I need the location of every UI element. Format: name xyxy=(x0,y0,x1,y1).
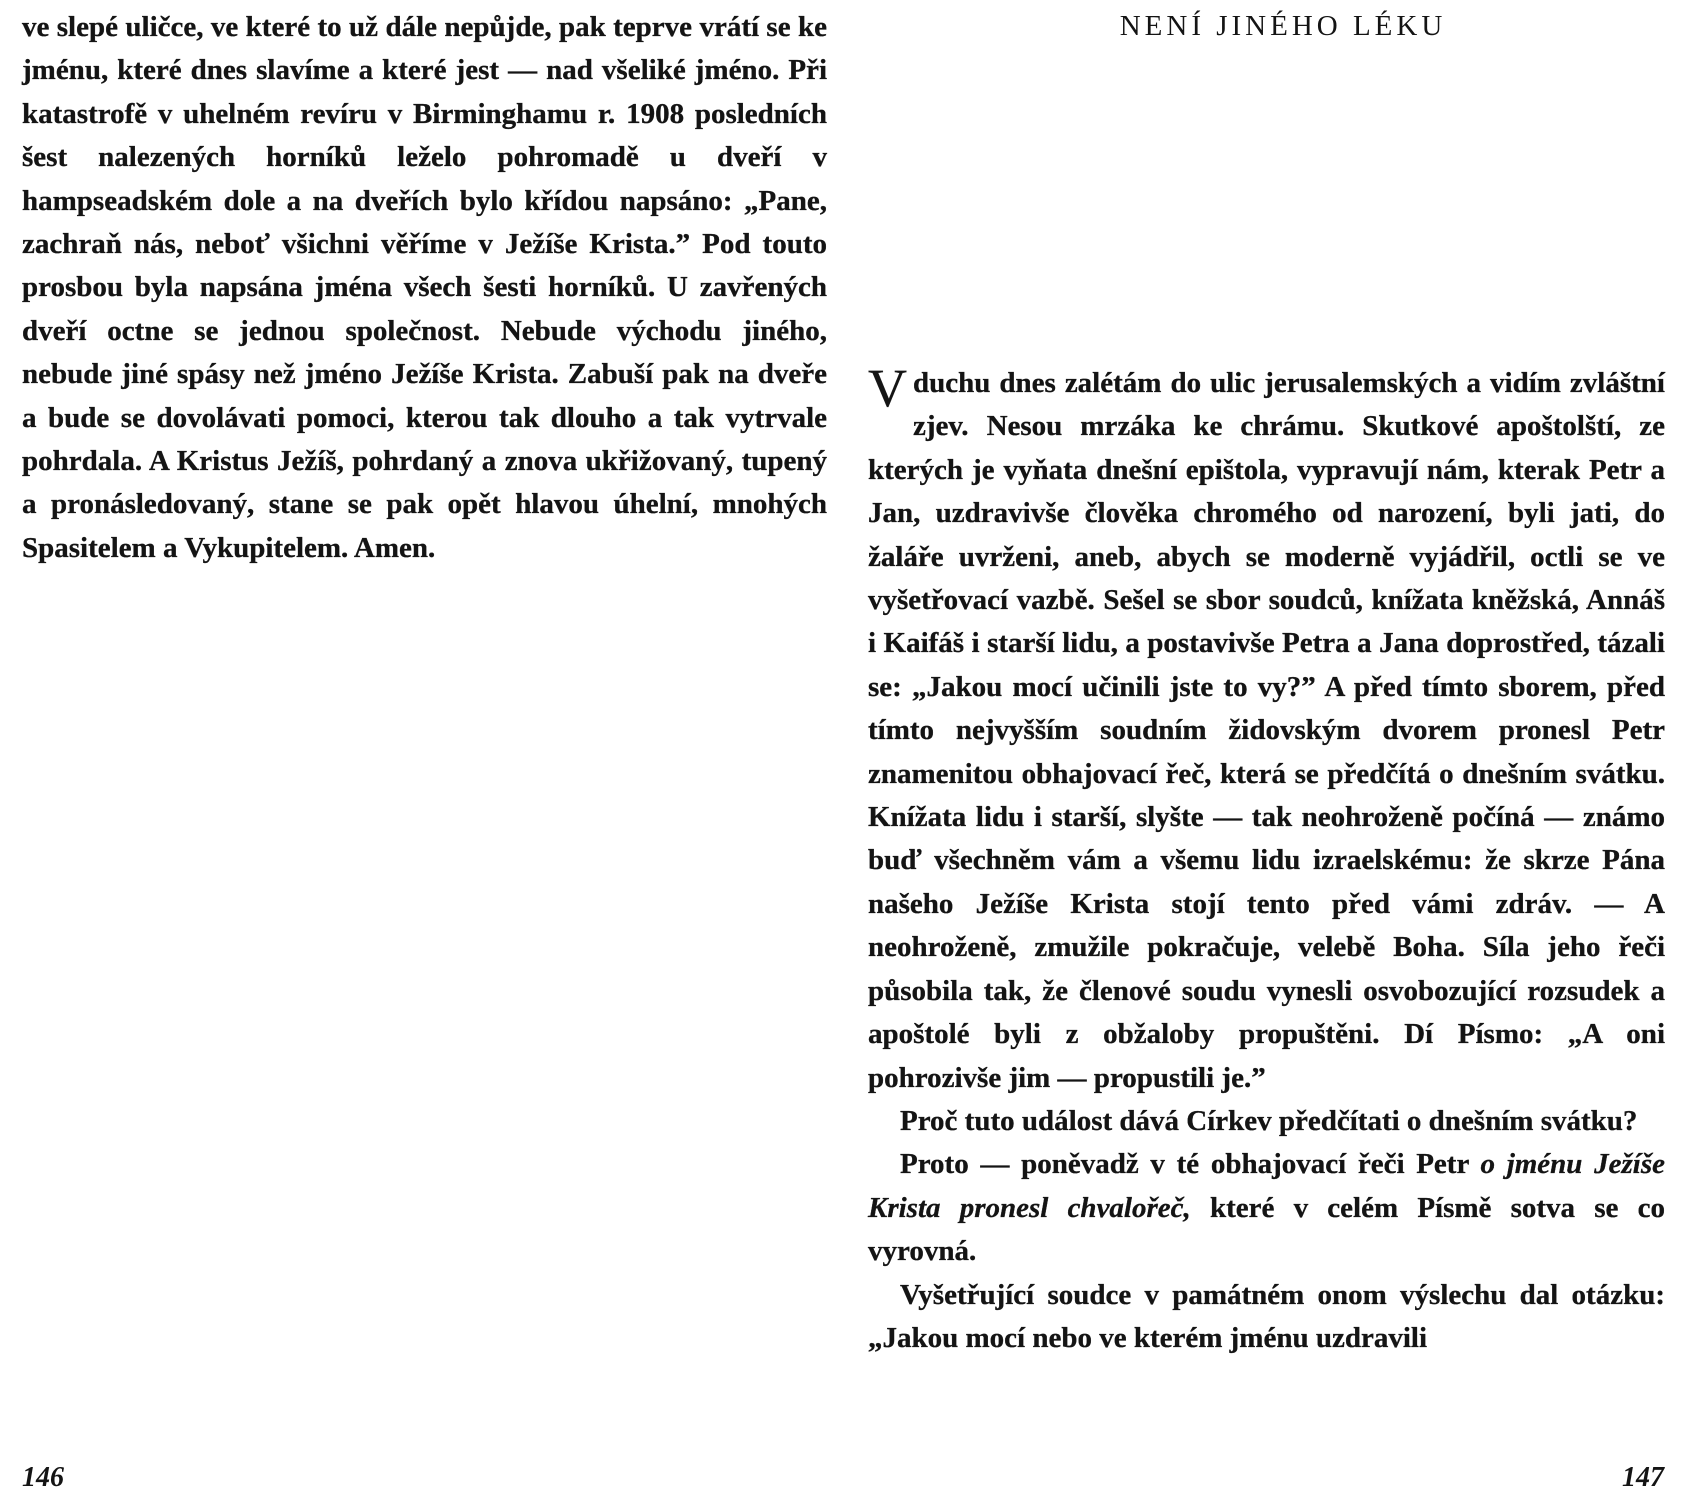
left-page-text xyxy=(22,6,827,570)
paragraph-1 xyxy=(868,358,1665,1100)
paragraph-4: Vyšetřující soudce v památném onom výslechu dal otázku: „Jakou mocí nebo ve kterém jménu uzdravili xyxy=(868,1278,1665,1354)
paragraph-3-end: které v celém Písmě sotva se co vyrovná. xyxy=(868,1191,1665,1268)
right-page-text xyxy=(868,358,1665,1360)
drop-cap: V xyxy=(868,358,907,418)
paragraph-2: Proč tuto událost dává Církev předčítati o dnešním svátku? xyxy=(900,1104,1638,1137)
right-page xyxy=(843,0,1686,1500)
paragraph-3-start: Proto — poněvadž v té obhajovací řeči Petr xyxy=(900,1148,1481,1181)
chapter-title: NENÍ JINÉHO LÉKU xyxy=(1119,10,1447,42)
left-page-number: 146 xyxy=(22,1462,64,1493)
paragraph-3-italic: o jménu Ježíše Krista pronesl chvalořeč, xyxy=(868,1148,1665,1224)
paragraph-3 xyxy=(868,1143,1665,1273)
paragraph-1-text: duchu dnes zalétám do ulic jerusalemských a vidím zvláštní zjev. Nesou mrzáka ke chrámu. Skutkové apoštolští, ze kterých je vyňata dnešní epištola, vypravují nám, kterak Petr a Jan, uzdravivše člověka chromého od narození, byli jati, do žaláře uvrženi, aneb, abych se moderně vyjádřil, octli se ve vyšetřovací vazbě. Sešel se sbor soudců, knížata kněžská, Annáš i Kaifáš i starší lidu, a postavivše Petra a Jana doprostřed, tázali se: „Jakou mocí učinili jste to vy?” A před tímto sborem, před tímto nejvyšším soudním židovským dvorem pronesl Petr znamenitou obhajovací řeč, která se předčítá o dnešním svátku. Knížata lidu i starší, slyšte — tak neohroženě počíná — známo buď všechněm vám a všemu lidu izraelskému: že skrze Pána našeho Ježíše Krista stojí tento před vámi zdráv. — A neohroženě, zmužile pokračuje, velebě Boha. Síla jeho řeči působila tak, že členové soudu vynesli osvobozující rozsudek a apoštolé byli z obžaloby propuštěni. Dí Písmo: „A oni pohrozivše jim — propustili je.” xyxy=(868,367,1665,1094)
left-paragraph: ve slepé uličce, ve které to už dále nepůjde, pak teprve vrátí se ke jménu, které dnes slavíme a které jest — nad všeliké jméno. Při katastrofě v uhelném revíru v Birminghamu r. 1908 posledních šest nalezených horníků leželo pohromadě u dveří v hampseadském dole a na dveřích bylo křídou napsáno: „Pane, zachraň nás, neboť všichni věříme v Ježíše Krista.” Pod touto prosbou byla napsána jména všech šesti horníků. U zavřených dveří octne se jednou společnost. Nebude východu jiného, nebude jiné spásy než jméno Ježíše Krista. Zabuší pak na dveře a bude se dovolávati pomoci, kterou tak dlouho a tak vytrvale pohrdala. A Kristus Ježíš, pohrdaný a znova ukřižovaný, tupený a pronásledovaný, stane se pak opět hlavou úhelní, mnohých Spasitelem a Vykupitelem. Amen. xyxy=(22,11,827,564)
right-page-number: 147 xyxy=(1622,1462,1664,1493)
